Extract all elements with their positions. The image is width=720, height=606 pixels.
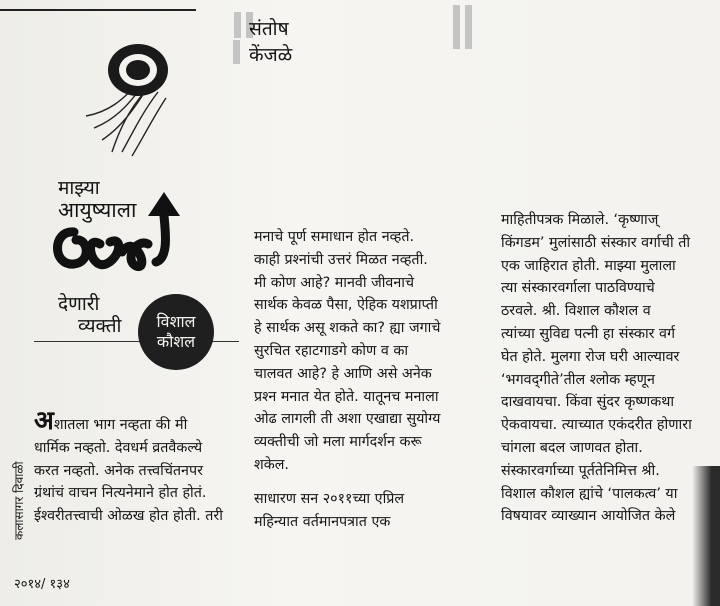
side-label: कलासागर दिवाळी [12, 461, 26, 541]
name-badge: विशाल कौशल [138, 294, 214, 370]
column-1: अशातला भाग नव्हता की मी धार्मिक नव्हतो. देवधर्म व्रतवैकल्ये करत नव्हतो. अनेक तत्त्वचिंतनपर ग्रंथांचं वाचन नित्यनेमाने होत होतं. ईश्‍वरीतत्त्वाची ओळख होत होती. तरी [34, 406, 223, 525]
peacock-feather-icon [62, 32, 190, 160]
column-2: मनाचे पूर्ण समाधान होत नव्हते. काही प्रश्‍नांची उत्तरं मिळत नव्हती. मी कोण आहे? मानवी जीवनाचे सार्थक केवळ पैसा, ऐहिक यशप्राप्ती हे सार्थक असू शकते का? ह्या जगाचे सुरचित रहाटगाडगे कोण व का चालवत आहे? हे आणि असे अनेक प्रश्‍न मनात येत होते. यातूनच मनाला ओढ लागली ती अशा एखाद्या सुयोग्य व्यक्तीची जो मला मार्गदर्शन करू शकेल. साधारण सन २०११च्या एप्रिल महिन्यात वर्तमानपत्रात एक [254, 229, 441, 530]
folio: २०१४/ १३४ [14, 577, 70, 592]
title-line-4: व्यक्ती [78, 315, 122, 337]
title-line-3: देणारी [58, 293, 100, 315]
column-3: माहितीपत्रक मिळाले. ‘कृष्णाज् किंगडम’ मुलांसाठी संस्कार वर्गाची ती एक जाहिरात होती. माझ्या मुलाला त्या संस्कारवर्गाला पाठविण्याचे ठरवले. श्री. विशाल कौशल व त्यांच्या सुविद्य पत्नी हा संस्कार वर्ग घेत होते. मुलगा रोज घरी आल्यावर ‘भगवद्‍गीते’तील श्‍लोक म्हणून दाखवायचा. किंवा सुंदर कृष्णकथा ऐकवायचा. त्याच्यात एकंदरीत होणारा चांगला बदल जाणवत होता. संस्कारवर्गाच्या पूर्ततेनिमित्त श्री. विशाल कौशल ह्यांचे ‘पालकत्व’ या विषयावर व्याख्यान आयोजित केले [501, 212, 692, 525]
top-rule [0, 9, 196, 11]
page-curl-shadow [692, 466, 720, 606]
title-line-2: आयुष्याला [58, 198, 137, 222]
drop-cap: अ [34, 406, 54, 436]
author-name: संतोष केंजळे [249, 18, 293, 66]
title-line-1: माझ्या [58, 177, 100, 199]
decor-bars-right [453, 5, 472, 49]
decor-bars-left-2 [233, 40, 240, 64]
title-loops-graphic [44, 186, 184, 276]
